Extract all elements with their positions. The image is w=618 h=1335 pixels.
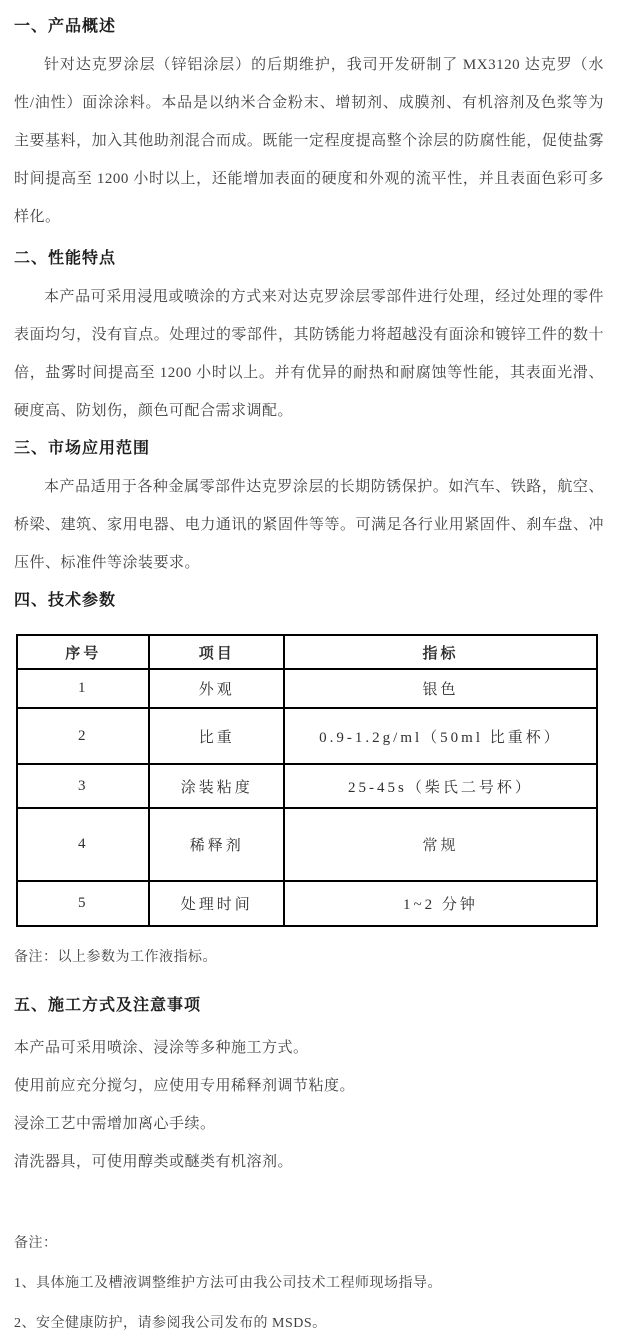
row-index: 1 (17, 669, 149, 708)
row-item: 稀释剂 (149, 808, 283, 881)
construction-line: 本产品可采用喷涂、浸涂等多种施工方式。 (14, 1040, 309, 1056)
row-spec: 25-45s（柴氏二号杯） (284, 764, 597, 808)
row-index: 5 (17, 881, 149, 926)
table-row (17, 881, 597, 926)
row-spec: 1~2 分钟 (284, 881, 597, 926)
row-spec: 银色 (284, 669, 597, 708)
tech-params-table (16, 634, 598, 927)
table-note: 备注：以上参数为工作液指标。 (14, 950, 217, 965)
row-spec: 0.9-1.2g/ml（50ml 比重杯） (284, 708, 597, 764)
section-heading-tech-params: 四、技术参数 (14, 592, 117, 609)
overview-paragraph: 针对达克罗涂层（锌铝涂层）的后期维护，我司开发研制了 MX3120 达克罗（水性/油性）面涂涂料。本品是以纳米合金粉末、增韧剂、成膜剂、有机溶剂及色浆等为主要基料，加入其他助剂混合而成。既能一定程度提高整个涂层的防腐性能，促使盐雾时间提高至 1200 小时以上，还能增加表面的硬度和外观的流平性，并且表面色彩可多样化。 (14, 57, 604, 225)
row-spec: 常规 (284, 808, 597, 881)
section-heading-overview: 一、产品概述 (14, 18, 117, 35)
features-paragraph: 本产品可采用浸甩或喷涂的方式来对达克罗涂层零部件进行处理，经过处理的零件表面均匀，没有盲点。处理过的零部件，其防锈能力将超越没有面涂和镀锌工件的数十倍，盐雾时间提高至 1200 小时以上。并有优异的耐热和耐腐蚀等性能，其表面光滑、硬度高、防划伤，颜色可配合需求调配。 (14, 289, 604, 419)
table-header-item: 项目 (149, 635, 283, 669)
table-header-index: 序号 (17, 635, 149, 669)
row-index: 2 (17, 708, 149, 764)
construction-line: 浸涂工艺中需增加离心手续。 (14, 1116, 216, 1132)
row-item: 比重 (149, 708, 283, 764)
construction-line: 清洗器具，可使用醇类或醚类有机溶剂。 (14, 1154, 294, 1170)
row-index: 4 (17, 808, 149, 881)
row-item: 外观 (149, 669, 283, 708)
table-row (17, 669, 597, 708)
section-heading-features: 二、性能特点 (14, 250, 117, 267)
row-item: 处理时间 (149, 881, 283, 926)
table-row (17, 808, 597, 881)
row-index: 3 (17, 764, 149, 808)
section-heading-construction: 五、施工方式及注意事项 (14, 997, 202, 1014)
table-row (17, 708, 597, 764)
section-heading-applications: 三、市场应用范围 (14, 440, 151, 457)
table-header-spec: 指标 (284, 635, 597, 669)
construction-line: 使用前应充分搅匀，应使用专用稀释剂调节粘度。 (14, 1078, 356, 1094)
row-item: 涂装粘度 (149, 764, 283, 808)
applications-paragraph: 本产品适用于各种金属零部件达克罗涂层的长期防锈保护。如汽车、铁路，航空、桥梁、建筑、家用电器、电力通讯的紧固件等等。可满足各行业用紧固件、刹车盘、冲压件、标准件等涂装要求。 (14, 479, 604, 571)
table-header-row (17, 635, 597, 669)
footnotes-label: 备注： (14, 1236, 58, 1251)
footnote-item: 2、安全健康防护，请参阅我公司发布的 MSDS。 (14, 1316, 327, 1331)
footnote-item: 1、具体施工及槽液调整维护方法可由我公司技术工程师现场指导。 (14, 1276, 442, 1291)
table-row (17, 764, 597, 808)
